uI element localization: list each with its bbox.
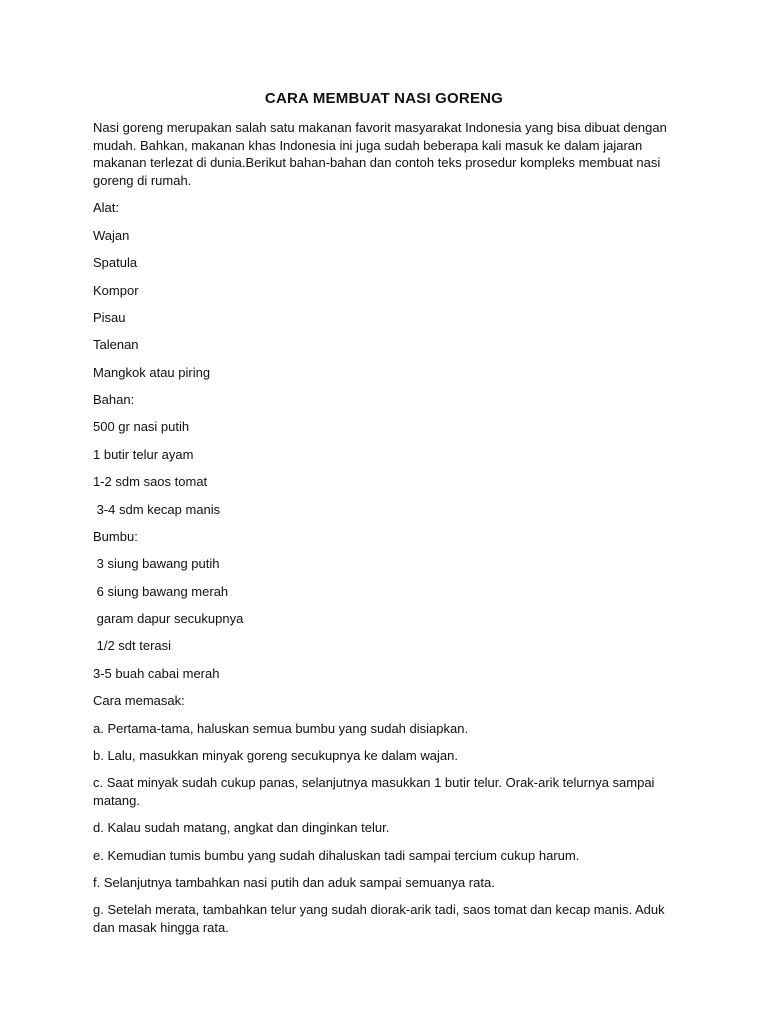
bumbu-item: 6 siung bawang merah xyxy=(93,584,229,599)
bahan-item: 1-2 sdm saos tomat xyxy=(93,474,208,489)
alat-item: Kompor xyxy=(93,283,139,298)
intro-paragraph: Nasi goreng merupakan salah satu makanan favorit masyarakat Indonesia yang bisa dibuat dengan mudah. Bahkan, makanan khas Indonesia ini juga sudah beberapa kali masuk ke dalam jajaran makanan terlezat di dunia.Berikut bahan-bahan dan contoh teks prosedur kompleks membuat nasi goreng di rumah. xyxy=(93,120,671,188)
step-item: d. Kalau sudah matang, angkat dan dinginkan telur. xyxy=(93,820,390,835)
bumbu-item: 3 siung bawang putih xyxy=(93,556,220,571)
bahan-item: 500 gr nasi putih xyxy=(93,419,190,434)
alat-item: Spatula xyxy=(93,255,138,270)
bumbu-item: 3-5 buah cabai merah xyxy=(93,666,220,681)
bahan-item: 3-4 sdm kecap manis xyxy=(93,502,221,517)
bumbu-heading: Bumbu: xyxy=(93,529,138,544)
alat-heading: Alat: xyxy=(93,200,120,215)
cara-heading: Cara memasak: xyxy=(93,693,185,708)
bahan-item: 1 butir telur ayam xyxy=(93,447,194,462)
step-item: a. Pertama-tama, haluskan semua bumbu yang sudah disiapkan. xyxy=(93,721,469,736)
step-item: g. Setelah merata, tambahkan telur yang sudah diorak-arik tadi, saos tomat dan kecap manis. Aduk dan masak hingga rata. xyxy=(93,902,669,935)
alat-item: Talenan xyxy=(93,337,139,352)
alat-item: Pisau xyxy=(93,310,126,325)
step-item: b. Lalu, masukkan minyak goreng secukupnya ke dalam wajan. xyxy=(93,748,458,763)
alat-item: Mangkok atau piring xyxy=(93,365,211,380)
step-item: c. Saat minyak sudah cukup panas, selanjutnya masukkan 1 butir telur. Orak-arik telurnya sampai matang. xyxy=(93,775,659,808)
bumbu-item: garam dapur secukupnya xyxy=(93,611,244,626)
bahan-heading: Bahan: xyxy=(93,392,135,407)
alat-item: Wajan xyxy=(93,228,130,243)
step-item: f. Selanjutnya tambahkan nasi putih dan aduk sampai semuanya rata. xyxy=(93,875,495,890)
bumbu-item: 1/2 sdt terasi xyxy=(93,638,172,653)
document-title: CARA MEMBUAT NASI GORENG xyxy=(264,90,504,107)
step-item: e. Kemudian tumis bumbu yang sudah dihaluskan tadi sampai tercium cukup harum. xyxy=(93,848,580,863)
